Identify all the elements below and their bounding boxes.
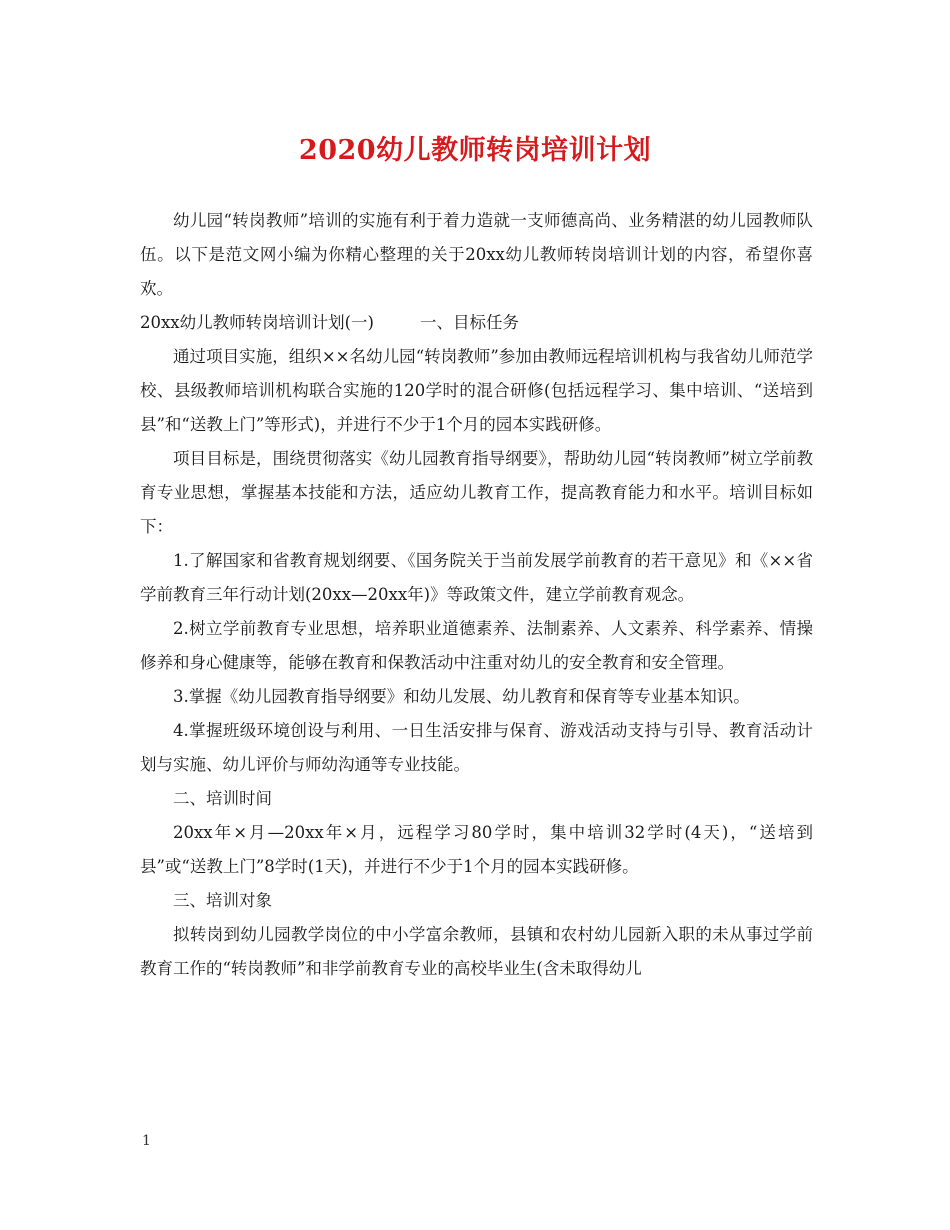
paragraph-project-goal: 项目目标是，围绕贯彻落实《幼儿园教育指导纲要》，帮助幼儿园“转岗教师”树立学前教育专业思想，掌握基本技能和方法，适应幼儿教育工作，提高教育能力和水平。培训目标如下：	[140, 449, 813, 536]
section-heading-goals: 一、目标任务	[419, 313, 519, 332]
section-heading-target: 三、培训对象	[173, 891, 272, 910]
paragraph-target: 拟转岗到幼儿园教学岗位的中小学富余教师，县镇和农村幼儿园新入职的未从事过学前教育工作的“转岗教师”和非学前教育专业的高校毕业生(含未取得幼儿	[140, 925, 813, 978]
paragraph-time: 20xx年×月—20xx年×月，远程学习80学时，集中培训32学时(4天)，“送培到县”或“送教上门”8学时(1天)，并进行不少于1个月的园本实践研修。	[140, 823, 813, 876]
paragraph-intro: 幼儿园“转岗教师”培训的实施有利于着力造就一支师德高尚、业务精湛的幼儿园教师队伍。以下是范文网小编为你精心整理的关于20xx幼儿教师转岗培训计划的内容，希望你喜欢。	[140, 211, 813, 298]
document-title: 2020幼儿教师转岗培训计划	[298, 135, 652, 166]
plan-title: 20xx幼儿教师转岗培训计划(一)	[140, 313, 374, 332]
paragraph-implementation: 通过项目实施，组织××名幼儿园“转岗教师”参加由教师远程培训机构与我省幼儿师范学校、县级教师培训机构联合实施的120学时的混合研修(包括远程学习、集中培训、“送培到县”和“送教上门”等形式)，并进行不少于1个月的园本实践研修。	[140, 347, 813, 434]
paragraph-goal-1: 1.了解国家和省教育规划纲要、《国务院关于当前发展学前教育的若干意见》和《××省学前教育三年行动计划(20xx—20xx年)》等政策文件，建立学前教育观念。	[140, 551, 813, 604]
document-body	[140, 204, 813, 986]
paragraph-goal-3: 3.掌握《幼儿园教育指导纲要》和幼儿发展、幼儿教育和保育等专业基本知识。	[173, 687, 750, 706]
paragraph-plan-heading	[140, 306, 813, 340]
paragraph-goal-2: 2.树立学前教育专业思想，培养职业道德素养、法制素养、人文素养、科学素养、情操修养和身心健康等，能够在教育和保教活动中注重对幼儿的安全教育和安全管理。	[140, 619, 813, 672]
page-number: 1	[142, 1133, 151, 1149]
paragraph-goal-4: 4.掌握班级环境创设与利用、一日生活安排与保育、游戏活动支持与引导、教育活动计划与实施、幼儿评价与师幼沟通等专业技能。	[140, 721, 813, 774]
section-heading-time: 二、培训时间	[173, 789, 272, 808]
